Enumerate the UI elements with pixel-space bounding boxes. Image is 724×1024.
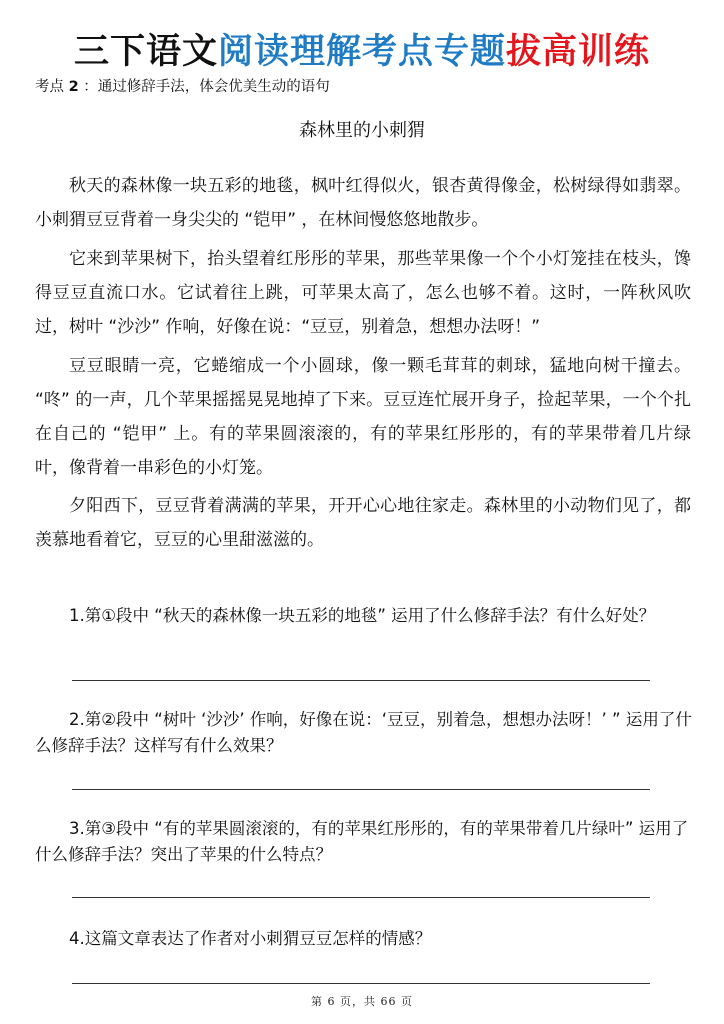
question-1: 1.第①段中 “秋天的森林像一块五彩的地毯” 运用了什么修辞手法？有什么好处？ [69,606,656,625]
title-part-level: 拔高训练 [506,32,651,72]
answer-line-3[interactable] [72,897,650,898]
article-title: 森林里的小刺猬 [299,120,425,141]
page-footer: 第 6 页，共 66 页 [311,995,413,1008]
answer-line-1[interactable] [72,680,650,681]
article-paragraph-4: 夕阳西下，豆豆背着满满的苹果，开开心心地往家走。森林里的小动物们见了，都羡慕地看着它，豆豆的心里甜滋滋的。 [35,496,691,550]
worksheet-title [0,30,724,74]
answer-line-2[interactable] [72,789,650,790]
question-4: 4.这篇文章表达了作者对小刺猬豆豆怎样的情感？ [69,929,432,948]
title-part-topic: 阅读理解考点专题 [217,32,506,72]
article-paragraph-2: 它来到苹果树下，抬头望着红彤彤的苹果，那些苹果像一个个小灯笼挂在枝头，馋得豆豆直流口水。它试着往上跳，可苹果太高了，怎么也够不着。这时，一阵秋风吹过，树叶 “沙沙” 作响，好像在说：“豆豆，别着急，想想办法呀！” [35,249,691,337]
subtitle-prefix: 考点 [35,79,69,95]
exam-point-subtitle [35,77,330,97]
answer-line-4[interactable] [72,983,650,984]
title-part-grade: 三下语文 [73,32,218,72]
question-2: 2.第②段中 “树叶 ‘沙沙’ 作响，好像在说：‘豆豆，别着急，想想办法呀！’ ” 运用了什么修辞手法？这样写有什么效果？ [35,710,692,755]
subtitle-number: 2 [68,79,79,95]
subtitle-text: ：通过修辞手法，体会优美生动的语句 [78,79,330,95]
question-3: 3.第③段中 “有的苹果圆滚滚的，有的苹果红彤彤的，有的苹果带着几片绿叶” 运用了什么修辞手法？突出了苹果的什么特点？ [35,819,689,864]
article-paragraph-3: 豆豆眼睛一亮，它蜷缩成一个小圆球，像一颗毛茸茸的刺球，猛地向树干撞去。 “咚” 的一声，几个苹果摇摇晃晃地掉了下来。豆豆连忙展开身子，捡起苹果，一个个扎在自己的 “铠甲” 上。有的苹果圆滚滚的，有的苹果红彤彤的，有的苹果带着几片绿叶，像背着一串彩色的小灯笼。 [35,356,691,478]
article-paragraph-1: 秋天的森林像一块五彩的地毯，枫叶红得似火，银杏黄得像金，松树绿得如翡翠。小刺猬豆豆背着一身尖尖的 “铠甲” ，在林间慢悠悠地散步。 [35,176,691,230]
